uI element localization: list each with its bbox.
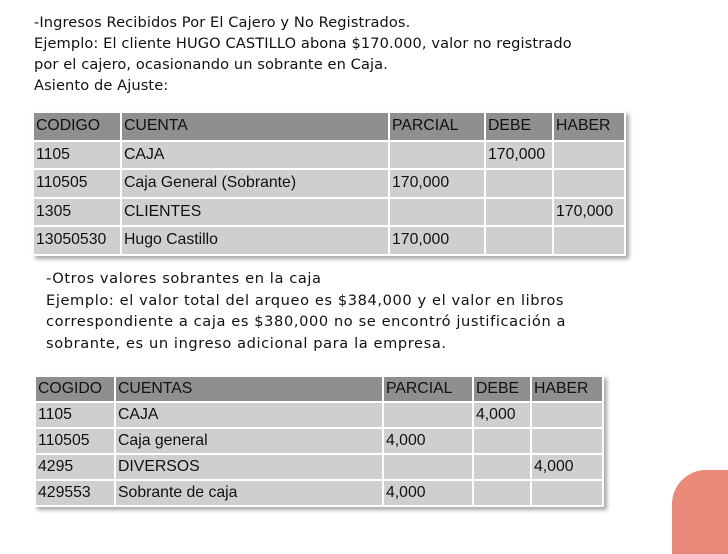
table-row bbox=[36, 481, 602, 505]
table-cell: 1105 bbox=[36, 403, 114, 427]
header-cell: CODIGO bbox=[34, 113, 120, 140]
header-cell: CUENTA bbox=[122, 113, 388, 140]
table-cell: 429553 bbox=[36, 481, 114, 505]
table-cell: DIVERSOS bbox=[116, 455, 382, 479]
table-cell bbox=[474, 481, 530, 505]
text-line: Asiento de Ajuste: bbox=[34, 77, 169, 94]
table-cell: Caja General (Sobrante) bbox=[122, 170, 388, 197]
text-line: Ejemplo: El cliente HUGO CASTILLO abona $170.000, valor no registrado bbox=[34, 35, 572, 52]
table-cell bbox=[532, 481, 602, 505]
table-cell: 13050530 bbox=[34, 227, 120, 254]
header-cell: HABER bbox=[532, 377, 602, 401]
header-cell: PARCIAL bbox=[384, 377, 472, 401]
table-cell: 4,000 bbox=[474, 403, 530, 427]
text-line: sobrante, es un ingreso adicional para la empresa. bbox=[46, 334, 447, 352]
table-cell bbox=[384, 403, 472, 427]
table-row bbox=[36, 403, 602, 427]
table-cell: 170,000 bbox=[390, 227, 484, 254]
header-cell: HABER bbox=[554, 113, 624, 140]
table-cell: 1305 bbox=[34, 199, 120, 226]
table-row bbox=[36, 429, 602, 453]
table-cell: 4,000 bbox=[384, 429, 472, 453]
table-cell bbox=[532, 429, 602, 453]
adjustment-entry-table-1 bbox=[32, 111, 626, 256]
table-row bbox=[36, 455, 602, 479]
header-cell: DEBE bbox=[474, 377, 530, 401]
table-cell: Caja general bbox=[116, 429, 382, 453]
header-cell: PARCIAL bbox=[390, 113, 484, 140]
table-cell: CAJA bbox=[116, 403, 382, 427]
text-line: por el cajero, ocasionando un sobrante en Caja. bbox=[34, 56, 388, 73]
table-row bbox=[34, 227, 624, 254]
header-cell: COGIDO bbox=[36, 377, 114, 401]
table-cell bbox=[384, 455, 472, 479]
table-cell: 170,000 bbox=[554, 199, 624, 226]
table-cell bbox=[486, 199, 552, 226]
second-paragraph bbox=[46, 268, 666, 354]
table-cell bbox=[390, 199, 484, 226]
table-cell bbox=[390, 142, 484, 169]
table-cell: CLIENTES bbox=[122, 199, 388, 226]
table-cell: 4,000 bbox=[384, 481, 472, 505]
text-line: correspondiente a caja es $380,000 no se encontró justificación a bbox=[46, 313, 567, 330]
table-cell: 170,000 bbox=[486, 142, 552, 169]
table-cell bbox=[532, 403, 602, 427]
header-cell: DEBE bbox=[486, 113, 552, 140]
text-line: -Otros valores sobrantes en la caja bbox=[46, 270, 322, 287]
table-cell bbox=[486, 227, 552, 254]
table-cell bbox=[554, 227, 624, 254]
header-cell: CUENTAS bbox=[116, 377, 382, 401]
table-header-row bbox=[34, 113, 624, 140]
intro-paragraph bbox=[34, 12, 674, 96]
corner-decoration bbox=[672, 470, 728, 554]
table-cell: Sobrante de caja bbox=[116, 481, 382, 505]
table-cell: 1105 bbox=[34, 142, 120, 169]
table-cell bbox=[486, 170, 552, 197]
table-cell: 4,000 bbox=[532, 455, 602, 479]
table-row bbox=[34, 199, 624, 226]
table-header-row bbox=[36, 377, 602, 401]
table-cell: 4295 bbox=[36, 455, 114, 479]
text-line: Ejemplo: el valor total del arqueo es $384,000 y el valor en libros bbox=[46, 291, 565, 309]
table-cell bbox=[554, 142, 624, 169]
table-cell: 110505 bbox=[36, 429, 114, 453]
adjustment-entry-table-2 bbox=[34, 375, 604, 507]
text-line: -Ingresos Recibidos Por El Cajero y No Registrados. bbox=[34, 14, 411, 31]
table-cell: 110505 bbox=[34, 170, 120, 197]
table-cell bbox=[554, 170, 624, 197]
table-row bbox=[34, 170, 624, 197]
table-cell bbox=[474, 455, 530, 479]
table-cell: CAJA bbox=[122, 142, 388, 169]
table-cell bbox=[474, 429, 530, 453]
table-row bbox=[34, 142, 624, 169]
table-cell: Hugo Castillo bbox=[122, 227, 388, 254]
table-cell: 170,000 bbox=[390, 170, 484, 197]
